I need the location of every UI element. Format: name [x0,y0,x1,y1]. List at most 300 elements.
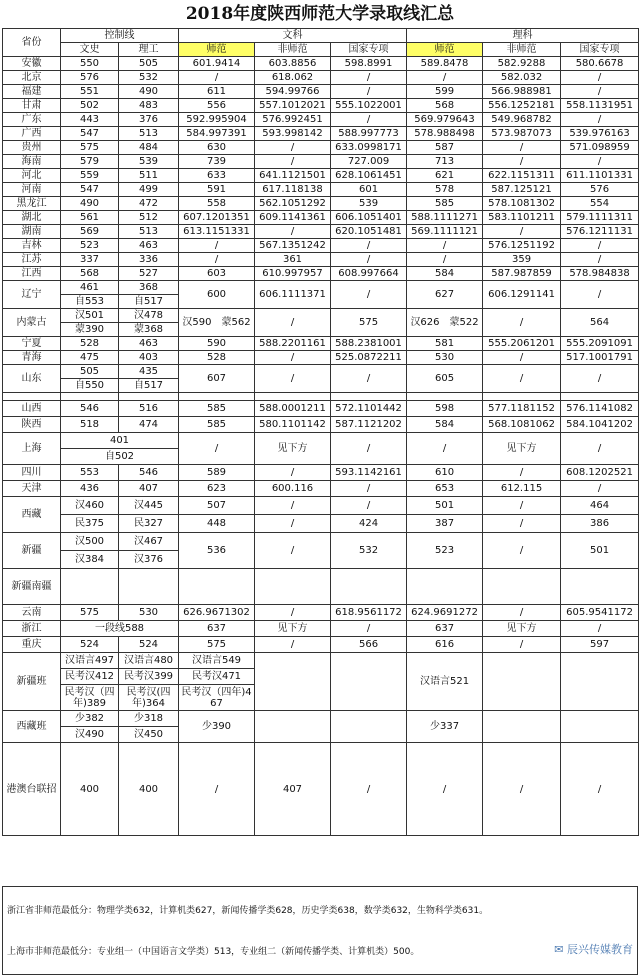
cell: 蒙390 [61,323,119,337]
cell: / [255,309,331,337]
cell: 584.997391 [179,127,255,141]
watermark [554,941,633,957]
header-sci-non-normal: 非师范 [483,43,561,57]
cell: 少382 [61,711,119,727]
province-name: 广东 [3,113,61,127]
cell [331,653,407,711]
cell: / [483,365,561,393]
cell: / [407,433,483,465]
cell: 555.2061201 [483,337,561,351]
cell: 557.1012021 [255,99,331,113]
cell: 507 [179,497,255,515]
province-name: 吉林 [3,239,61,253]
cell: 490 [119,85,179,99]
blank-cell [561,569,639,605]
cell: 576.1211131 [561,225,639,239]
cell: 民考汉471 [179,669,255,685]
province-name: 陕西 [3,417,61,433]
cell [561,711,639,743]
cell: 628.1061451 [331,169,407,183]
cell: 见下方 [483,433,561,465]
cell: / [255,637,331,653]
table-row [3,239,639,253]
cell: 580.6678 [561,57,639,71]
cell: 民考汉412 [61,669,119,685]
cell: / [331,71,407,85]
cell: 汉语言480 [119,653,179,669]
table-row [3,169,639,183]
province-name: 青海 [3,351,61,365]
cell: 610.997957 [255,267,331,281]
cell: 576.1251192 [483,239,561,253]
cell: / [483,351,561,365]
cell: 630 [179,141,255,155]
cell: 汉460 [61,497,119,515]
cell: 民327 [119,515,179,533]
cell: 594.99766 [255,85,331,99]
cell: 591 [179,183,255,197]
cell: 527 [119,267,179,281]
cell: 539 [119,155,179,169]
cell: 自553 [61,295,119,309]
cell: 475 [61,351,119,365]
cell: 401 [61,433,179,449]
cell: 598 [407,401,483,417]
cell: / [255,515,331,533]
cell: 589 [179,465,255,481]
cell: 517.1001791 [561,351,639,365]
cell: / [331,481,407,497]
cell: 559 [61,169,119,183]
cell: 549.968782 [483,113,561,127]
province-name: 新疆 [3,533,61,569]
cell: 见下方 [255,433,331,465]
cell: 525.0872211 [331,351,407,365]
cell: / [255,351,331,365]
cell: 民考汉(四年)364 [119,685,179,711]
cell: / [561,155,639,169]
cell: 400 [119,743,179,836]
cell: 532 [119,71,179,85]
cell: 571.098959 [561,141,639,155]
cell: 581 [407,337,483,351]
blank-cell [179,393,255,401]
cell: / [561,71,639,85]
cell: / [331,239,407,253]
cell: 556 [179,99,255,113]
province-name: 甘肃 [3,99,61,113]
cell: 568.1081062 [483,417,561,433]
cell: 555.2091091 [561,337,639,351]
header-ligong: 理工 [119,43,179,57]
blank-cell [407,393,483,401]
header-sci-normal: 师范 [407,43,483,57]
cell: / [407,253,483,267]
cell: 622.1151311 [483,169,561,183]
cell: 少337 [407,711,483,743]
cell: / [561,239,639,253]
cell: 610 [407,465,483,481]
cell: / [483,605,561,621]
cell: 自550 [61,379,119,393]
cell: 528 [61,337,119,351]
province-name: 江苏 [3,253,61,267]
province-name: 宁夏 [3,337,61,351]
cell: 637 [179,621,255,637]
table-row [3,211,639,225]
cell: 512 [119,211,179,225]
table-row [3,127,639,141]
cell: 580.1101142 [255,417,331,433]
cell: 601 [331,183,407,197]
cell: 530 [407,351,483,365]
cell: 593.1142161 [331,465,407,481]
cell: 620.1051481 [331,225,407,239]
province-name: 黑龙江 [3,197,61,211]
cell: 588.1111271 [407,211,483,225]
cell: / [483,533,561,569]
header-science: 理科 [407,29,639,43]
cell: 558 [179,197,255,211]
cell: 汉语言521 [407,653,483,711]
cell: 523 [61,239,119,253]
cell: 490 [61,197,119,211]
cell: 606.1291141 [483,281,561,309]
cell: 603.8856 [255,57,331,71]
cell: / [561,253,639,267]
cell: 555.1022001 [331,99,407,113]
cell: 585 [407,197,483,211]
cell: / [255,141,331,155]
cell: 汉590 蒙562 [179,309,255,337]
cell: 567.1351242 [255,239,331,253]
cell: 513 [119,225,179,239]
blank-cell [61,569,119,605]
cell: 532 [331,533,407,569]
cell: 588.997773 [331,127,407,141]
cell: / [179,71,255,85]
cell: 501 [561,533,639,569]
cell: / [331,253,407,267]
cell: 546 [119,465,179,481]
cell: 598.8991 [331,57,407,71]
cell: 自517 [119,379,179,393]
cell: 627 [407,281,483,309]
cell: / [331,113,407,127]
cell: / [483,155,561,169]
province-name: 天津 [3,481,61,497]
cell: / [255,497,331,515]
cell: 368 [119,281,179,295]
zhejiang-note: 浙江省非师范最低分：物理学类632，计算机类627，新闻传播学类628，历史学类638，数学类632，生物科学类631。 [7,906,489,916]
header-arts: 文科 [179,29,407,43]
province-name: 山西 [3,401,61,417]
cell: 民375 [61,515,119,533]
cell: 605 [407,365,483,393]
cell: 461 [61,281,119,295]
cell: 554 [561,197,639,211]
cell: 483 [119,99,179,113]
cell: 606.1051401 [331,211,407,225]
cell: 511 [119,169,179,183]
cell: 523 [407,533,483,569]
cell: 502 [61,99,119,113]
cell: 587 [407,141,483,155]
cell: 584.1041202 [561,417,639,433]
cell: 530 [119,605,179,621]
cell: 587.1121202 [331,417,407,433]
cell: 573.987073 [483,127,561,141]
province-name: 贵州 [3,141,61,155]
cell: 505 [119,57,179,71]
notes-box [2,886,638,975]
cell: 727.009 [331,155,407,169]
cell: / [561,621,639,637]
cell: 618.062 [255,71,331,85]
cell: 617.118138 [255,183,331,197]
cell: / [331,743,407,836]
blank-cell [561,393,639,401]
cell: 汉450 [119,727,179,743]
province-name: 北京 [3,71,61,85]
cell: 336 [119,253,179,267]
cell: 603 [179,267,255,281]
cell: 583.1101211 [483,211,561,225]
cell: 641.1121501 [255,169,331,183]
cell: 551 [61,85,119,99]
cell: 见下方 [483,621,561,637]
cell: 587.125121 [483,183,561,197]
cell: 633.0998171 [331,141,407,155]
cell: 587.987859 [483,267,561,281]
province-name: 海南 [3,155,61,169]
table-row [3,141,639,155]
cell: 575 [61,605,119,621]
province-name: 广西 [3,127,61,141]
cell: 少318 [119,711,179,727]
cell: / [561,85,639,99]
cell: 611.1101331 [561,169,639,183]
table-row [3,99,639,113]
province-name: 安徽 [3,57,61,71]
cell: 653 [407,481,483,497]
province-name: 港澳台联招 [3,743,61,836]
cell: / [483,309,561,337]
cell: 539 [331,197,407,211]
cell: / [255,365,331,393]
cell: 616 [407,637,483,653]
cell [483,711,561,743]
header-province: 省份 [3,29,61,57]
blank-cell [407,569,483,605]
cell: 556.1252181 [483,99,561,113]
cell: 576 [61,71,119,85]
cell: / [483,637,561,653]
cell: 576.1141082 [561,401,639,417]
cell: 576 [561,183,639,197]
cell: 民考汉（四年)389 [61,685,119,711]
cell: 464 [561,497,639,515]
cell: 400 [61,743,119,836]
cell: 汉376 [119,551,179,569]
province-name: 湖南 [3,225,61,239]
cell: 582.032 [483,71,561,85]
watermark-text: 辰兴传媒教育 [567,943,633,956]
cell: 569 [61,225,119,239]
cell: 576.992451 [255,113,331,127]
blank-cell [483,393,561,401]
cell: 597 [561,637,639,653]
watermark-icon: ✉ [554,943,567,956]
cell: 612.115 [483,481,561,497]
header-wenshi: 文史 [61,43,119,57]
cell: 359 [483,253,561,267]
cell: 403 [119,351,179,365]
cell: 524 [61,637,119,653]
cell: / [561,365,639,393]
table-row [3,155,639,169]
cell: 588.0001211 [255,401,331,417]
cell [561,653,639,711]
cell [255,653,331,711]
cell: 575 [331,309,407,337]
table-row [3,253,639,267]
header-arts-national: 国家专项 [331,43,407,57]
cell: / [179,253,255,267]
cell [331,711,407,743]
cell: 463 [119,239,179,253]
blank-cell [255,569,331,605]
cell: 637 [407,621,483,637]
cell: 578.984838 [561,267,639,281]
blank-cell [61,393,119,401]
province-name: 新疆南疆 [3,569,61,605]
cell: 民考汉（四年)467 [179,685,255,711]
cell: 387 [407,515,483,533]
province-name: 内蒙古 [3,309,61,337]
cell: 607 [179,365,255,393]
province-name: 河南 [3,183,61,197]
table-row [3,71,639,85]
cell: 626.9671302 [179,605,255,621]
cell: / [561,113,639,127]
cell: 564 [561,309,639,337]
blank-cell [119,569,179,605]
blank-cell [331,569,407,605]
cell: 569.979643 [407,113,483,127]
cell: 自517 [119,295,179,309]
cell: 618.9561172 [331,605,407,621]
province-name: 江西 [3,267,61,281]
cell: 590 [179,337,255,351]
cell: 575 [179,637,255,653]
cell: 536 [179,533,255,569]
province-name: 重庆 [3,637,61,653]
cell: 499 [119,183,179,197]
admission-score-table [2,28,639,836]
cell: / [255,533,331,569]
cell: 516 [119,401,179,417]
cell: 561 [61,211,119,225]
cell: / [561,743,639,836]
cell: 539.976163 [561,127,639,141]
cell: 624.9691272 [407,605,483,621]
cell: 自502 [61,449,179,465]
cell: 汉语言497 [61,653,119,669]
province-name: 河北 [3,169,61,183]
cell: / [331,433,407,465]
cell: 575 [61,141,119,155]
cell: 572.1101442 [331,401,407,417]
cell: 608.997664 [331,267,407,281]
blank-cell [483,569,561,605]
cell: / [255,465,331,481]
blank-cell [3,393,61,401]
province-name: 西藏班 [3,711,61,743]
cell: / [331,497,407,515]
cell: 386 [561,515,639,533]
cell: 577.1181152 [483,401,561,417]
cell: 585 [179,401,255,417]
cell: 汉467 [119,533,179,551]
cell: / [483,465,561,481]
cell: 579.1111311 [561,211,639,225]
cell: 436 [61,481,119,497]
cell: 582.9288 [483,57,561,71]
cell: 547 [61,127,119,141]
header-arts-non-normal: 非师范 [255,43,331,57]
cell: 600 [179,281,255,309]
cell: 611 [179,85,255,99]
cell: 528 [179,351,255,365]
cell: / [255,225,331,239]
cell: 568 [407,99,483,113]
cell: 600.116 [255,481,331,497]
cell: 448 [179,515,255,533]
cell: 407 [119,481,179,497]
blank-cell [255,393,331,401]
cell: 609.1141361 [255,211,331,225]
cell: / [561,281,639,309]
cell: 607.1201351 [179,211,255,225]
cell: / [483,497,561,515]
cell: 汉478 [119,309,179,323]
cell: 501 [407,497,483,515]
blank-cell [179,569,255,605]
table-row [3,85,639,99]
cell: 566.988981 [483,85,561,99]
cell: 汉语言549 [179,653,255,669]
cell: 606.1111371 [255,281,331,309]
cell: 588.2201161 [255,337,331,351]
cell: 546 [61,401,119,417]
province-name: 浙江 [3,621,61,637]
cell: 579 [61,155,119,169]
cell: / [407,239,483,253]
cell: 407 [255,743,331,836]
cell: 337 [61,253,119,267]
province-name: 福建 [3,85,61,99]
province-name: 山东 [3,365,61,393]
cell: 578 [407,183,483,197]
blank-cell [331,393,407,401]
header-control-line: 控制线 [61,29,179,43]
cell: / [561,481,639,497]
cell: 376 [119,113,179,127]
cell: 589.8478 [407,57,483,71]
cell: 524 [119,637,179,653]
cell: 民考汉399 [119,669,179,685]
